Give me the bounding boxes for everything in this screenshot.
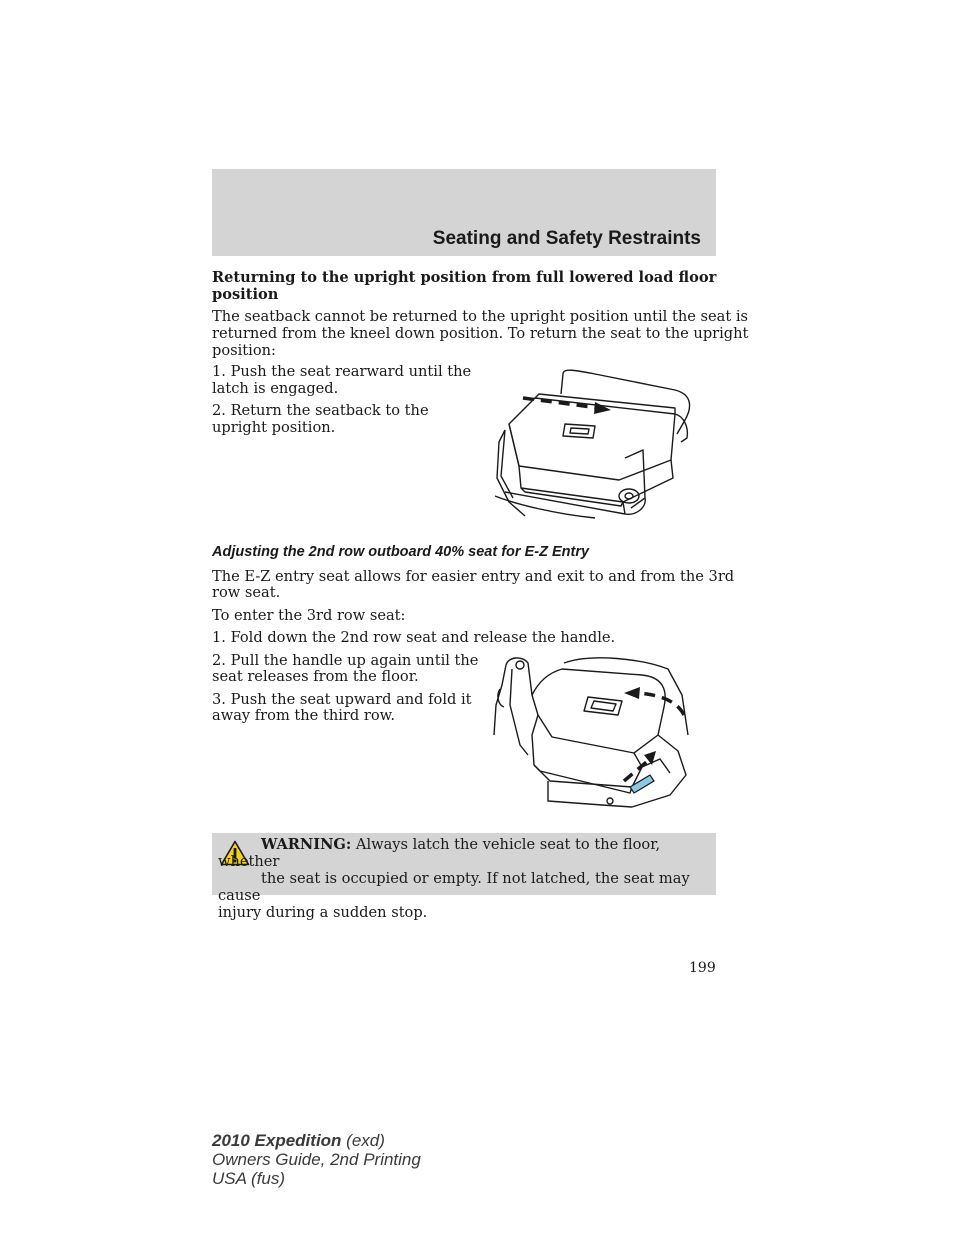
footer-market: USA (212, 1169, 247, 1188)
section2-step3-line2: away from the third row. (212, 707, 396, 724)
section-header-band (212, 169, 716, 256)
warning-line1: Always latch the vehicle seat to the floor, whether (218, 836, 661, 870)
warning-label: WARNING: (261, 836, 352, 853)
section2-step1: 1. Fold down the 2nd row seat and release the handle. (212, 629, 616, 646)
warning-box (212, 833, 716, 921)
section2-step2-line2: seat releases from the floor. (212, 668, 419, 685)
footer-market-code: (fus) (246, 1169, 286, 1188)
ez-entry-seat-illustration (492, 655, 700, 813)
section1-step1-line1: 1. Push the seat rearward until the (212, 363, 472, 380)
section2-heading: Adjusting the 2nd row outboard 40% seat for E-Z Entry (212, 544, 590, 560)
section2-step3-line1: 3. Push the seat upward and fold it (212, 691, 472, 708)
section1-step1-line2: latch is engaged. (212, 380, 339, 397)
seat-upright-illustration (495, 368, 695, 524)
section1-heading-line1: Returning to the upright position from full lowered load floor (212, 269, 717, 286)
warning-text (218, 836, 710, 921)
footer-guide-edition: Owners Guide, 2nd Printing (212, 1150, 421, 1169)
section1-step2-line2: upright position. (212, 419, 336, 436)
warning-line3: injury during a sudden stop. (218, 904, 428, 921)
section2-step2-line1: 2. Pull the handle up again until the (212, 652, 479, 669)
section1-para-line3: position: (212, 342, 276, 359)
section1-para-line1: The seatback cannot be returned to the upright position until the seat is (212, 308, 749, 325)
warning-line2: the seat is occupied or empty. If not latched, the seat may cause (218, 870, 690, 904)
footer-model: 2010 Expedition (212, 1131, 342, 1150)
section1-para-line2: returned from the kneel down position. To return the seat to the upright (212, 325, 749, 342)
footer-model-code: (exd) (341, 1131, 385, 1150)
document-footer (212, 1131, 421, 1188)
section1-step2-line1: 2. Return the seatback to the (212, 402, 429, 419)
section-title: Seating and Safety Restraints (432, 228, 701, 249)
page-number: 199 (689, 960, 716, 976)
section2-para-line2: row seat. (212, 584, 281, 601)
section2-enter-text: To enter the 3rd row seat: (212, 607, 406, 624)
section1-heading-line2: position (212, 286, 279, 303)
section2-para-line1: The E-Z entry seat allows for easier entry and exit to and from the 3rd (212, 568, 735, 585)
